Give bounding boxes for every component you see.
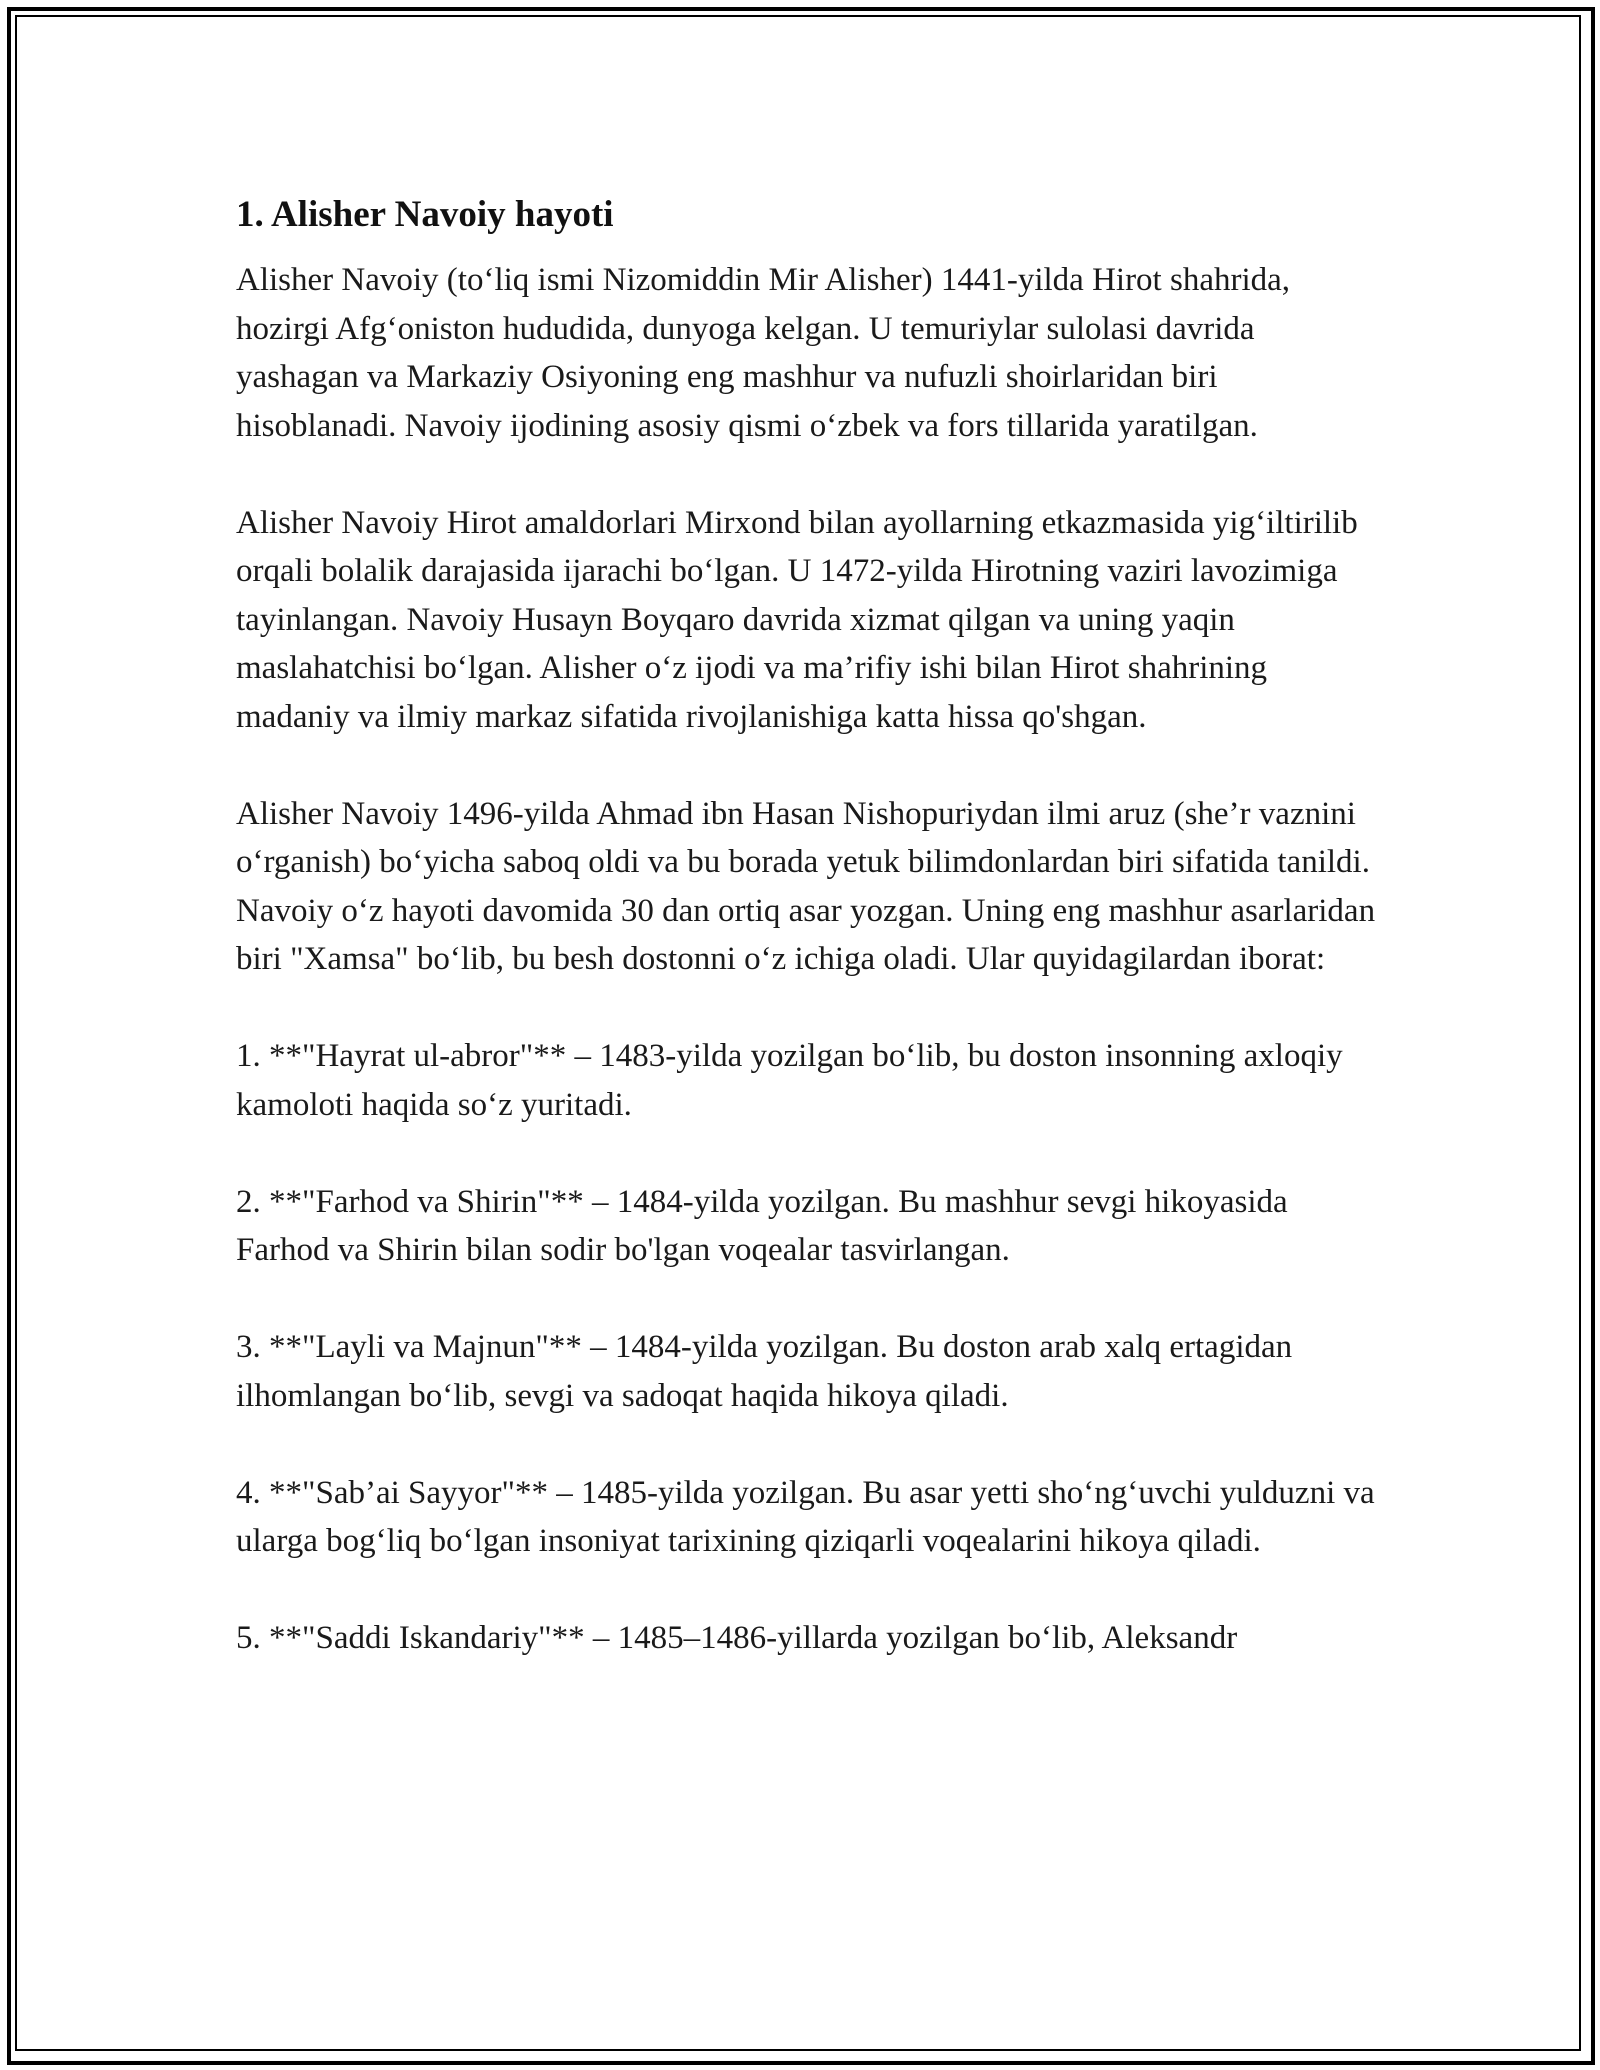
paragraph-works: Alisher Navoiy 1496-yilda Ahmad ibn Hasan Nishopuriydan ilmi aruz (she’r vaznini o‘rganish) bo‘yicha saboq oldi va bu borada yetuk bilimdonlardan biri sifatida tanildi. Navoiy o‘z hayoti davomida 30 dan ortiq asar yozgan. Uning eng mashhur asarlaridan biri "Xamsa" bo‘lib, bu besh dostonni o‘z ichiga oladi. Ular quyidagilardan iborat:	[236, 795, 1376, 977]
list-item-saddi: 5. **"Saddi Iskandariy"** – 1485–1486-yillarda yozilgan bo‘lib, Aleksandr	[236, 1620, 1238, 1656]
list-item-farhod: 2. **"Farhod va Shirin"** – 1484-yilda yozilgan. Bu mashhur sevgi hikoyasida Farhod va Shirin bilan sodir bo'lgan voqealar tasvirlangan.	[236, 1183, 1288, 1268]
list-item-layli: 3. **"Layli va Majnun"** – 1484-yilda yozilgan. Bu doston arab xalq ertagidan ilhomlangan bo‘lib, sevgi va sadoqat haqida hikoya qiladi.	[236, 1329, 1293, 1414]
section-heading: 1. Alisher Navoiy hayoti	[236, 194, 614, 235]
list-item-sabai: 4. **"Sab’ai Sayyor"** – 1485-yilda yozilgan. Bu asar yetti sho‘ng‘uvchi yulduzni va ularga bog‘liq bo‘lgan insoniyat tarixining qiziqarli voqealarini hikoya qiladi.	[236, 1474, 1375, 1559]
document-body	[236, 186, 1376, 1711]
list-item-hayrat: 1. **"Hayrat ul-abror"** – 1483-yilda yozilgan bo‘lib, bu doston insonning axloqiy kamoloti haqida so‘z yuritadi.	[236, 1038, 1343, 1123]
paragraph-career: Alisher Navoiy Hirot amaldorlari Mirxond bilan ayollarning etkazmasida yig‘iltirilib orqali bolalik darajasida ijarachi bo‘lgan. U 1472-yilda Hirotning vaziri lavozimiga tayinlangan. Navoiy Husayn Boyqaro davrida xizmat qilgan va uning yaqin maslahatchisi bo‘lgan. Alisher o‘z ijodi va ma’rifiy ishi bilan Hirot shahrining madaniy va ilmiy markaz sifatida rivojlanishiga katta hissa qo'shgan.	[236, 504, 1358, 735]
paragraph-intro: Alisher Navoiy (to‘liq ismi Nizomiddin Mir Alisher) 1441-yilda Hirot shahrida, hozirgi Afg‘oniston hududida, dunyoga kelgan. U temuriylar sulolasi davrida yashagan va Markaziy Osiyoning eng mashhur va nufuzli shoirlaridan biri hisoblanadi. Navoiy ijodining asosiy qismi o‘zbek va fors tillarida yaratilgan.	[236, 262, 1291, 444]
